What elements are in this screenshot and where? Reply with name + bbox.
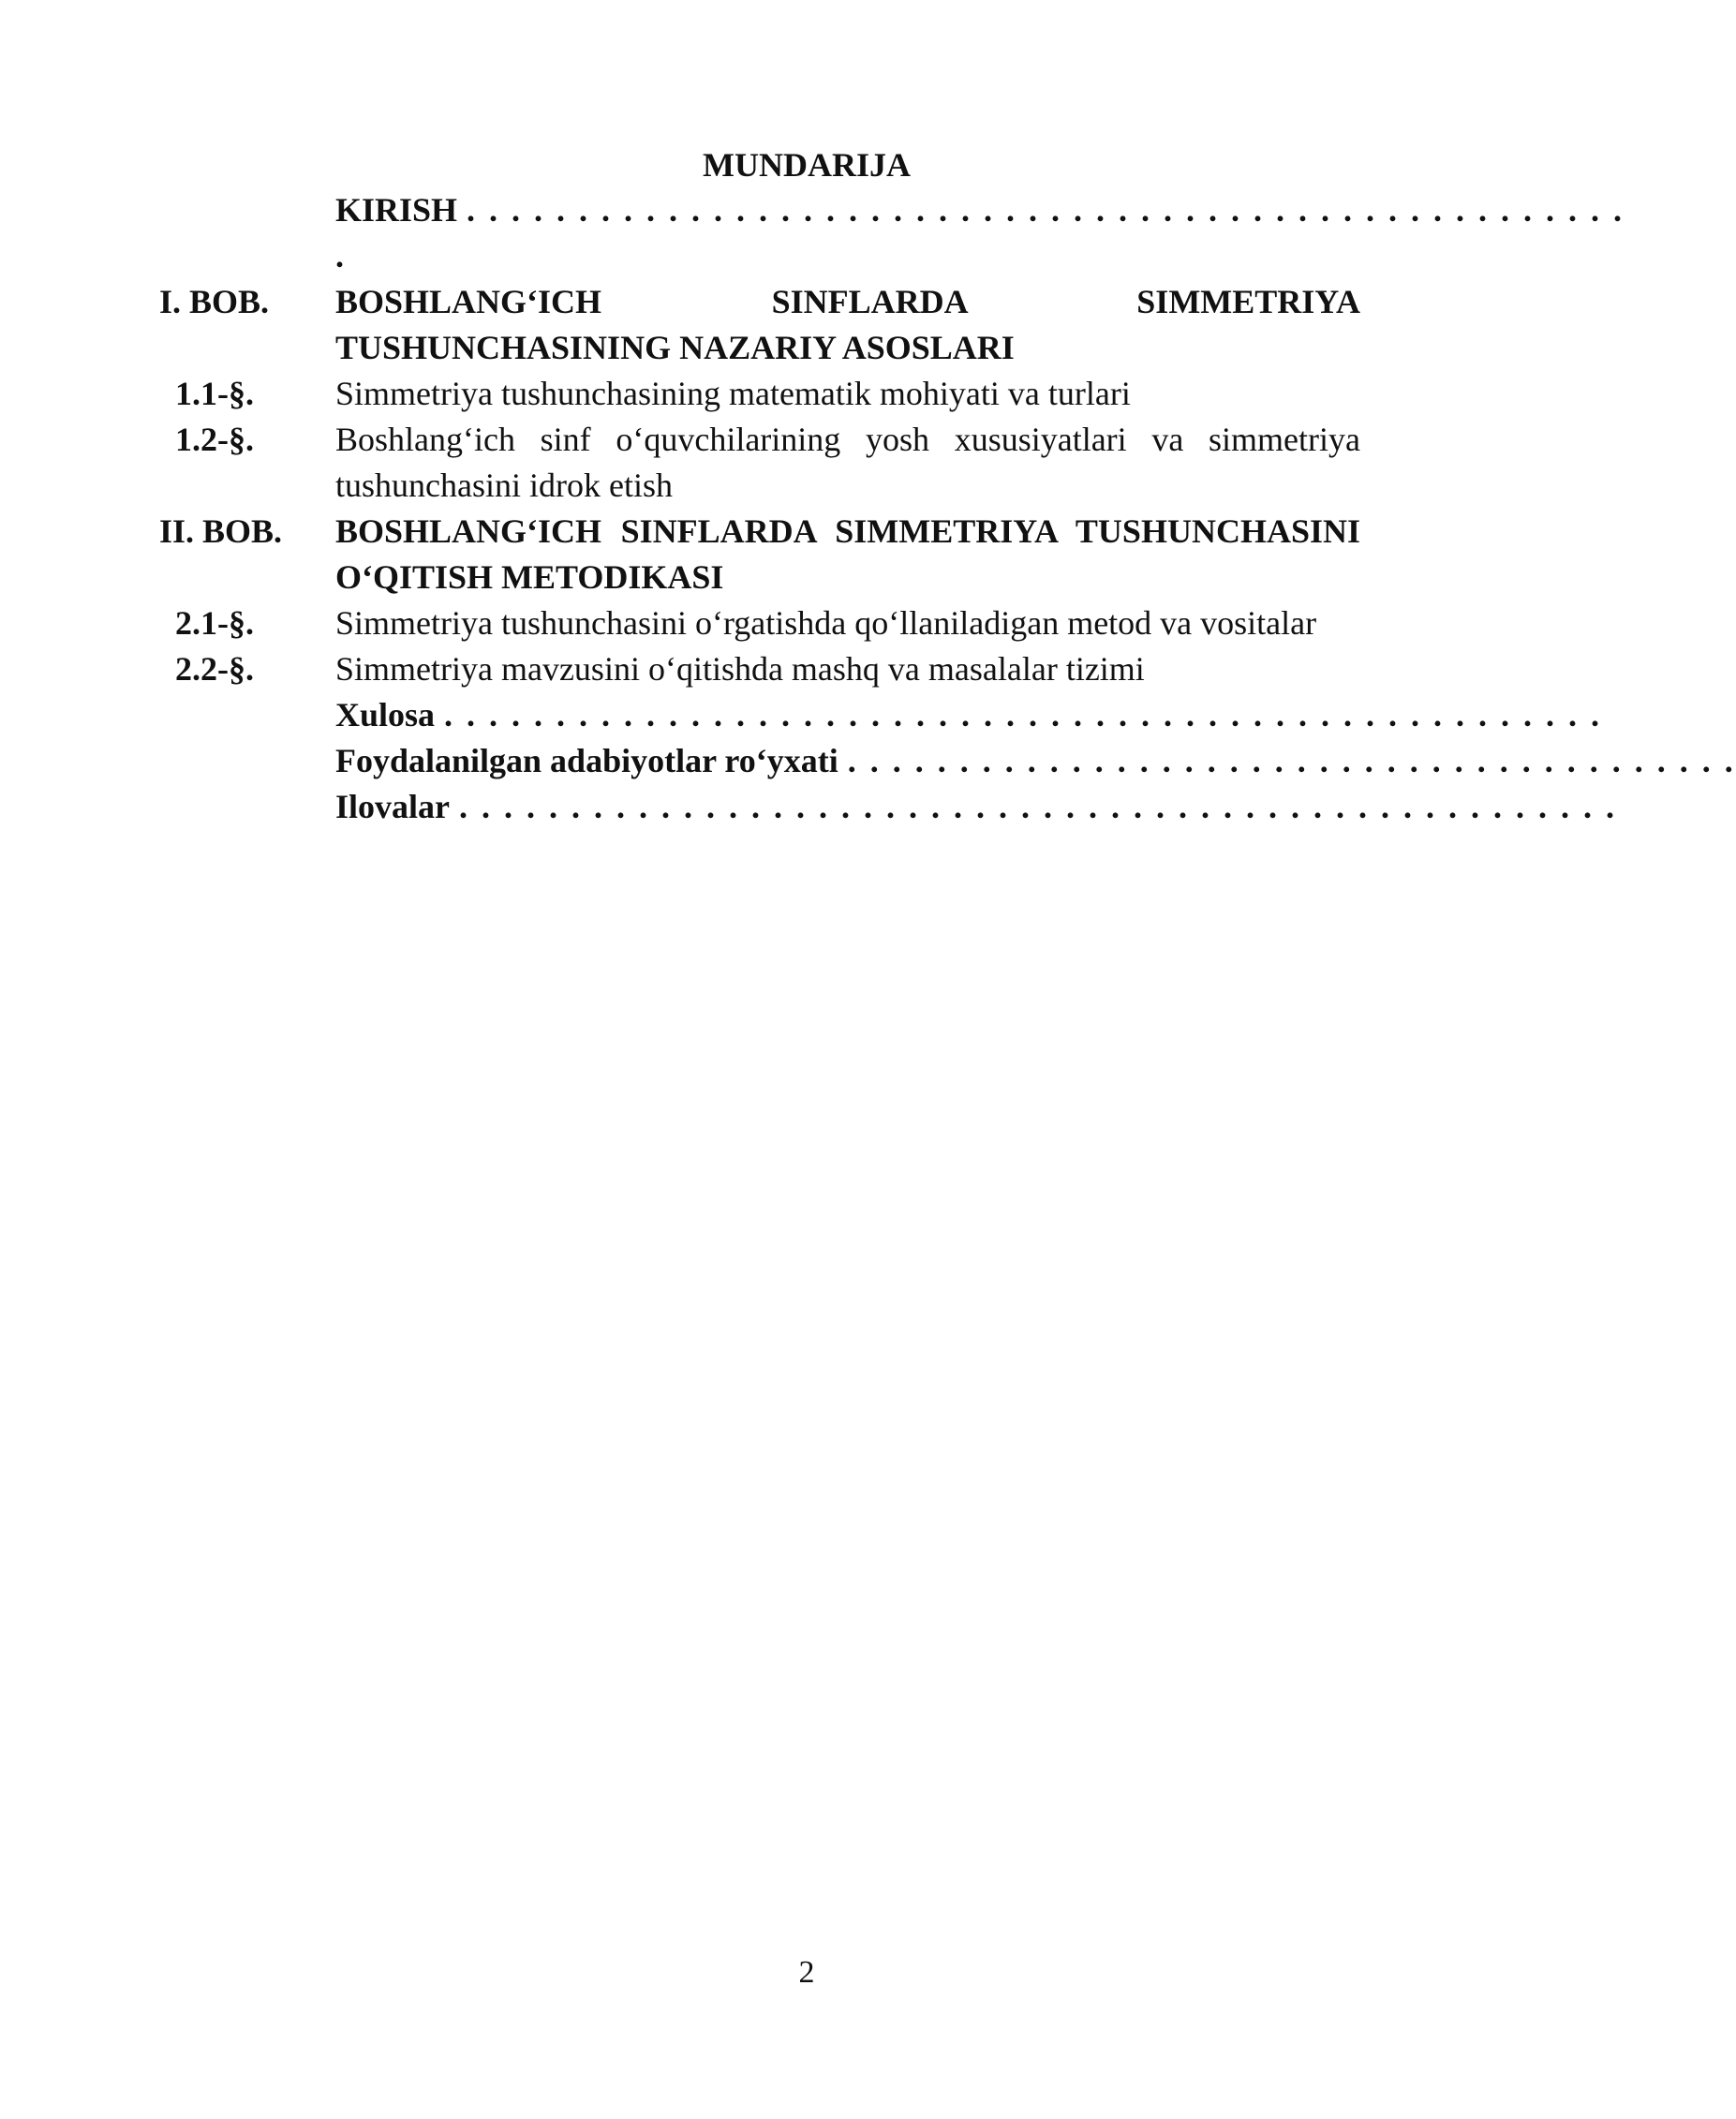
toc-label-kirish: KIRISH — [335, 191, 458, 229]
toc-entry-chapter-1[interactable] — [159, 279, 1360, 371]
toc-title-section-1-1: Simmetriya tushunchasining matematik mohiyati va turlari — [335, 375, 1131, 412]
toc-title-section-2-2: Simmetriya mavzusini o‘qitishda mashq va masalalar tizimi — [335, 650, 1145, 688]
toc-title-section-1-2: Boshlang‘ich sinf o‘quvchilarining yosh xususiyatlari va simmetriya tushunchasini idrok etish — [335, 421, 1360, 504]
toc-entry-section-2-2[interactable] — [159, 646, 1360, 692]
dot-leader: . . . . . . . . . . . . . . . . . . . . . . . . . . . . . . . . . . . . . . . . . . . . . . . . . . . . — [467, 191, 1625, 229]
toc-entry-kirish[interactable] — [159, 187, 1625, 279]
toc-entry-ilovalar[interactable] — [159, 784, 1617, 830]
toc-title-section-2-1: Simmetriya tushunchasini o‘rgatishda qo‘llaniladigan metod va vositalar — [335, 604, 1317, 642]
toc-number-chapter-1: I. BOB. — [159, 283, 270, 320]
toc-entry-section-1-1[interactable] — [159, 371, 1360, 417]
toc-entry-xulosa[interactable] — [159, 692, 1603, 738]
toc-number-section-2-2: 2.2-§. — [175, 650, 254, 688]
dot-leader-wrap: . — [335, 237, 344, 274]
toc-number-section-1-2: 1.2-§. — [175, 421, 254, 458]
toc-entry-chapter-2[interactable] — [159, 509, 1360, 600]
toc-label-adabiyotlar: Foydalanilgan adabiyotlar ro‘yxati — [335, 742, 838, 779]
page-number: 2 — [798, 1955, 815, 1990]
dot-leader: . . . . . . . . . . . . . . . . . . . . . . . . . . . . . . . . . . . . . . . . . . . . . . . . . . . . — [459, 788, 1617, 825]
toc-entry-section-1-2[interactable] — [159, 417, 1360, 509]
toc-number-section-2-1: 2.1-§. — [175, 604, 254, 642]
toc-label-ilovalar: Ilovalar — [335, 788, 450, 825]
toc-number-chapter-2: II. BOB. — [159, 512, 283, 550]
dot-leader: . . . . . . . . . . . . . . . . . . . . . . . . . . . . . . . . . . . . . . . . . . . . . . . . . . . . — [444, 696, 1603, 734]
toc-title-chapter-1: BOSHLANG‘ICH SINFLARDA SIMMETRIYA TUSHUNCHASINING NAZARIY ASOSLARI — [335, 283, 1360, 366]
toc-entry-section-2-1[interactable] — [159, 600, 1360, 646]
page-title: MUNDARIJA — [703, 146, 911, 184]
toc-number-section-1-1: 1.1-§. — [175, 375, 254, 412]
toc-entry-adabiyotlar[interactable] — [159, 738, 1736, 784]
dot-leader: . . . . . . . . . . . . . . . . . . . . . . . . . . . . . . . . . . . . . . . . — [847, 742, 1736, 779]
toc-label-xulosa: Xulosa — [335, 696, 436, 734]
toc-title-chapter-2: BOSHLANG‘ICH SINFLARDA SIMMETRIYA TUSHUNCHASINI O‘QITISH METODIKASI — [335, 512, 1360, 596]
table-of-contents — [159, 187, 1736, 830]
